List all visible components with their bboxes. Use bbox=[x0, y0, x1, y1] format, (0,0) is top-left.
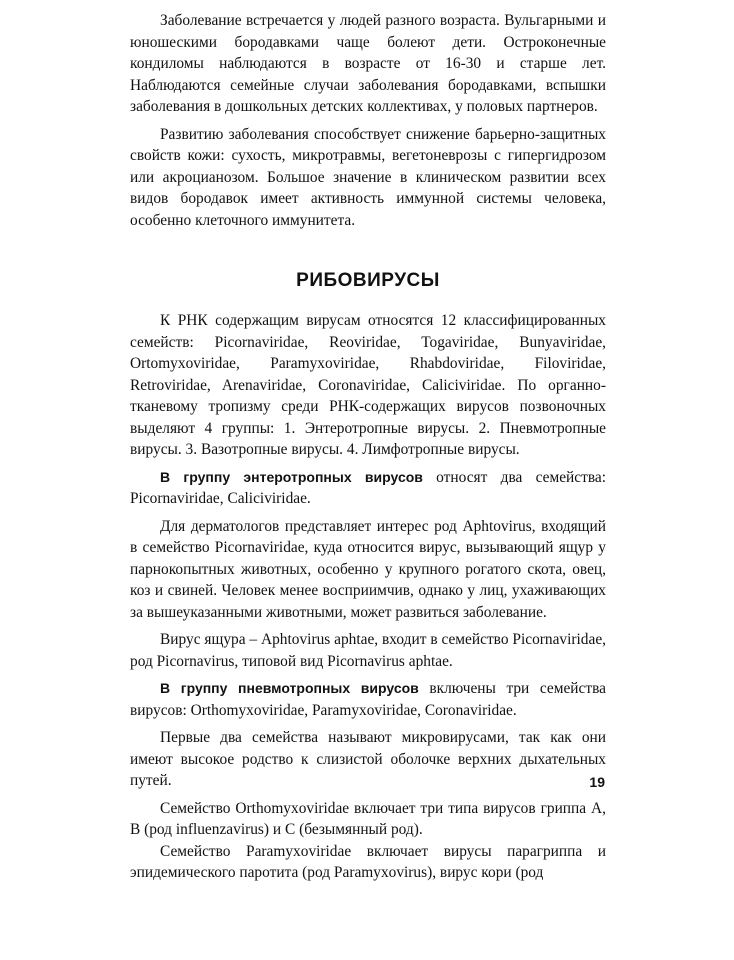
paragraph-rna-families: К РНК содержащим вирусам относятся 12 классифицированных семейств: Picornaviridae, Reoviridae, Togaviridae, Bunyaviridae, Ortomyxoviridae, Paramyxoviridae, Rhabdoviridae, Filoviridae, Retroviridae, Arenaviridae, Coronaviridae, Caliciviridae. По органно-тканевому тропизму среди РНК-содержащих вирусов позвоночных выделяют 4 группы: 1. Энтеротропные вирусы. 2. Пневмотропные вирусы. 3. Вазотропные вирусы. 4. Лимфотропные вирусы. bbox=[130, 312, 606, 458]
page-number: 19 bbox=[589, 774, 605, 790]
paragraph-enterotropic bbox=[130, 467, 606, 510]
paragraph-pneumotropic-text: включены три семейства вирусов: Orthomyxoviridae, Paramyxoviridae, Coronaviridae. bbox=[130, 680, 606, 719]
paragraph-enterotropic-text: относят два семейства: Picornaviridae, Caliciviridae. bbox=[130, 468, 607, 507]
paragraph-foot-and-mouth: Вирус ящура – Aphtovirus aphtae, входит в семейство Picornaviridae, род Picornavirus, типовой вид Picornavirus aphtae. bbox=[130, 631, 606, 670]
page-content bbox=[130, 10, 606, 884]
paragraph-risk-factors: Развитию заболевания способствует снижение барьерно-защитных свойств кожи: сухость, микротравмы, вегетоневрозы с гипергидрозом или акроцианозом. Большое значение в клиническом развитии всех видов бородавок имеет активность иммунной системы человека, особенно клеточного иммунитета. bbox=[130, 125, 606, 229]
bold-term-pneumotropic: В группу пневмотропных вирусов bbox=[160, 680, 419, 696]
paragraph-microviruses: Первые два семейства называют микровирусами, так как они имеют высокое родство к слизистой оболочке верхних дыхательных путей. bbox=[130, 729, 606, 789]
paragraph-orthomyxoviridae: Семейство Orthomyxoviridae включает три типа вирусов гриппа А, В (род influenzavirus) и С (безымянный род). bbox=[130, 799, 606, 838]
paragraph-pneumotropic bbox=[130, 678, 606, 721]
paragraph-aphtovirus: Для дерматологов представляет интерес род Aphtovirus, входящий в семейство Picornaviridae, куда относится вирус, вызывающий ящур у парнокопытных животных, особенно у крупного рогатого скота, овец, коз и свиней. Человек менее восприимчив, однако у лиц, ухаживающих за вышеуказанными животными, может развиться заболевание. bbox=[130, 517, 606, 621]
paragraph-epidemiology: Заболевание встречается у людей разного возраста. Вульгарными и юношескими бородавками чаще болеют дети. Остроконечные кондиломы наблюдаются в возрасте от 16-30 и старше лет. Наблюдаются семейные случаи заболевания бородавками, вспышки заболевания в дошкольных детских коллективах, у половых партнеров. bbox=[130, 12, 606, 115]
paragraph-paramyxoviridae: Семейство Paramyxoviridae включает вирусы парагриппа и эпидемического паротита (род Paramyxovirus), вирус кори (род bbox=[130, 842, 606, 881]
section-heading: РИБОВИРУСЫ bbox=[296, 270, 440, 291]
bold-term-enterotropic: В группу энтеротропных вирусов bbox=[160, 468, 423, 485]
